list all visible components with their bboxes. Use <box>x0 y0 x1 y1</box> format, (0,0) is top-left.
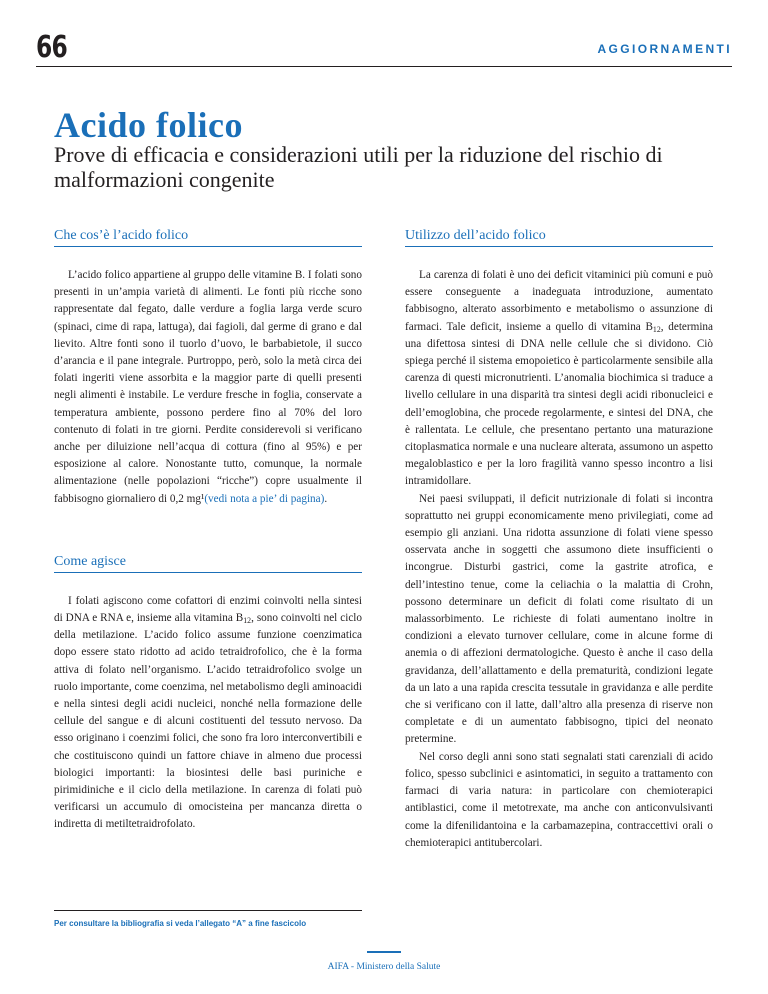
paragraph-end: . <box>324 492 328 505</box>
paragraph: Nel corso degli anni sono stati segnalati stati carenziali di acido folico, spesso subclinici e asintomatici, in seguito a trattamento con farmaci di varia natura: in particolare con chemioterapici antiblastici, come il metotrexate, ma anche con anticonvulsivanti come la difenilidantoina e la carbamazepina, contraccettivi orali o chemioterapici antitubercolari. <box>405 750 713 849</box>
section-body-what-is <box>54 267 362 508</box>
right-column <box>405 228 713 852</box>
section-heading-how-it-works: Come agisce <box>54 554 362 573</box>
paragraph-text: , sono coinvolti nel ciclo della metilazione. L’acido folico assume funzione coenzimatica dopo essere stato ridotto ad acido tetraidrofolico, che è la forma attiva di folato nell’organismo. L’acido tetraidrofolico svolge un ruolo importante, come coenzima, nel metabolismo degli aminoacidi e nella sintesi degli acidi nucleici, nonché nella formazione delle cellule del sangue e di alcuni costituenti del tessuto nervoso. Da esso originano i coenzimi folici, che sono fra loro interconvertibili e che costituiscono quindi un fattore chiave in almeno due processi biologici importanti: la biosintesi delle basi puriniche e pirimidiniche e il ciclo della metilazione. In carenza di folati può verificarsi un accumulo di omocisteina per mancanza diretta o indiretta di metiltetraidrofolato. <box>54 612 362 831</box>
page-number: 66 <box>36 30 68 65</box>
header-rule <box>36 66 732 67</box>
paragraph-text: , determina una difettosa sintesi di DNA nelle cellule che si dividono. Ciò spiega perché il sistema emopoietico è particolarmente sensibile alla carenza di questi micronutrienti. L’anomalia biochimica si traduce a livello cellulare in una disparità tra sintesi degli acidi ribonucleici e dell’emoglobina, che procede regolarmente, e sintesi del DNA, che è rallentata. Le cellule, che presentano pertanto una maturazione citoplasmatica normale e una nucleare alterata, assumono un aspetto megaloblastico e per la loro fragilità vanno spesso incontro a lisi intramidollare. <box>405 320 713 488</box>
paragraph <box>405 267 713 491</box>
footnote-link[interactable]: (vedi nota a pie’ di pagina) <box>204 492 325 505</box>
article-subtitle: Prove di efficacia e considerazioni utili per la riduzione del rischio di malformazioni congenite <box>54 142 663 192</box>
paragraph <box>54 267 362 508</box>
paragraph-text: I folati agiscono come cofattori di enzimi coinvolti nella sintesi di DNA e RNA e, insieme alla vitamina B <box>54 594 362 625</box>
footer-text: AIFA - Ministero della Salute <box>327 962 441 972</box>
article-title: Acido folico <box>54 105 243 145</box>
section-heading-usage: Utilizzo dell’acido folico <box>405 228 713 247</box>
paragraph <box>54 593 362 834</box>
subscript: 12 <box>243 616 252 625</box>
section-body-usage <box>405 267 713 852</box>
section-body-how-it-works <box>54 593 362 834</box>
footer-mark <box>367 951 401 953</box>
subscript: 12 <box>652 324 661 334</box>
left-column <box>54 228 362 834</box>
paragraph-text: L’acido folico appartiene al gruppo delle vitamine B. I folati sono presenti in un’ampia varietà di alimenti. Le fonti più ricche sono rappresentate dal fegato, dalle verdure a foglia larga verde scuro (spinaci, cime di rapa, lattuga), dai fagioli, dal germe di grano e dal lievito. Altre fonti sono il tuorlo d’uovo, le barbabietole, il succo d’arancia e il pane integrale. Purtroppo, però, solo la metà circa dei folati ingeriti viene assorbita e la maggior parte di quelli presenti negli alimenti è instabile. Le verdure fresche in foglia, conservate a temperatura ambiente, possono perdere fino al 70% del loro contenuto di folati in tre giorni. Perdite considerevoli si verificano anche per diluizione nell’acqua di cottura (fino al 95%) e per esposizione al calore. Nonostante tutto, comunque, la normale alimentazione (nelle popolazioni “ricche”) copre usualmente il fabbisogno giornaliero di 0,2 mg¹ <box>54 269 362 505</box>
bibliography-note: Per consultare la bibliografia si veda l’allegato “A” a fine fascicolo <box>54 910 362 928</box>
section-heading-what-is: Che cos’è l’acido folico <box>54 228 362 247</box>
paragraph: Nei paesi sviluppati, il deficit nutrizionale di folati si incontra soprattutto nei gruppi economicamente meno privilegiati, come ad esempio gli anziani. Una ridotta assunzione di folati viene spesso osservata anche in soggetti che assumono diete insufficienti o incongrue. Disturbi gastrici, come la gastrite atrofica, e dell’intestino tenue, come la celiachia o la malattia di Crohn, possono determinare un deficit di folati come risultato di un malassorbimento. Le richieste di folati aumentano inoltre in condizioni a elevato turnover cellulare, come in alcune forme di anemia o di affezioni dermatologiche. Questo è anche il caso della gravidanza, dell’allattamento e della prematurità, condizioni legate da un lato a una rapida crescita tessutale in gravidanza e alle perdite che si verificano con il latte, dall’altro alla presenza di riserve non completate e di un aumentato fabbisogno, tipici del neonato pretermine. <box>405 492 713 746</box>
section-label: AGGIORNAMENTI <box>597 42 732 56</box>
paragraph-text: La carenza di folati è uno dei deficit vitaminici più comuni e può essere conseguente a inadeguata introduzione, aumentato fabbisogno, alterato assorbimento e metabolismo o assunzione di farmaci. Tale deficit, insieme a quello di vitamina B <box>405 269 713 333</box>
